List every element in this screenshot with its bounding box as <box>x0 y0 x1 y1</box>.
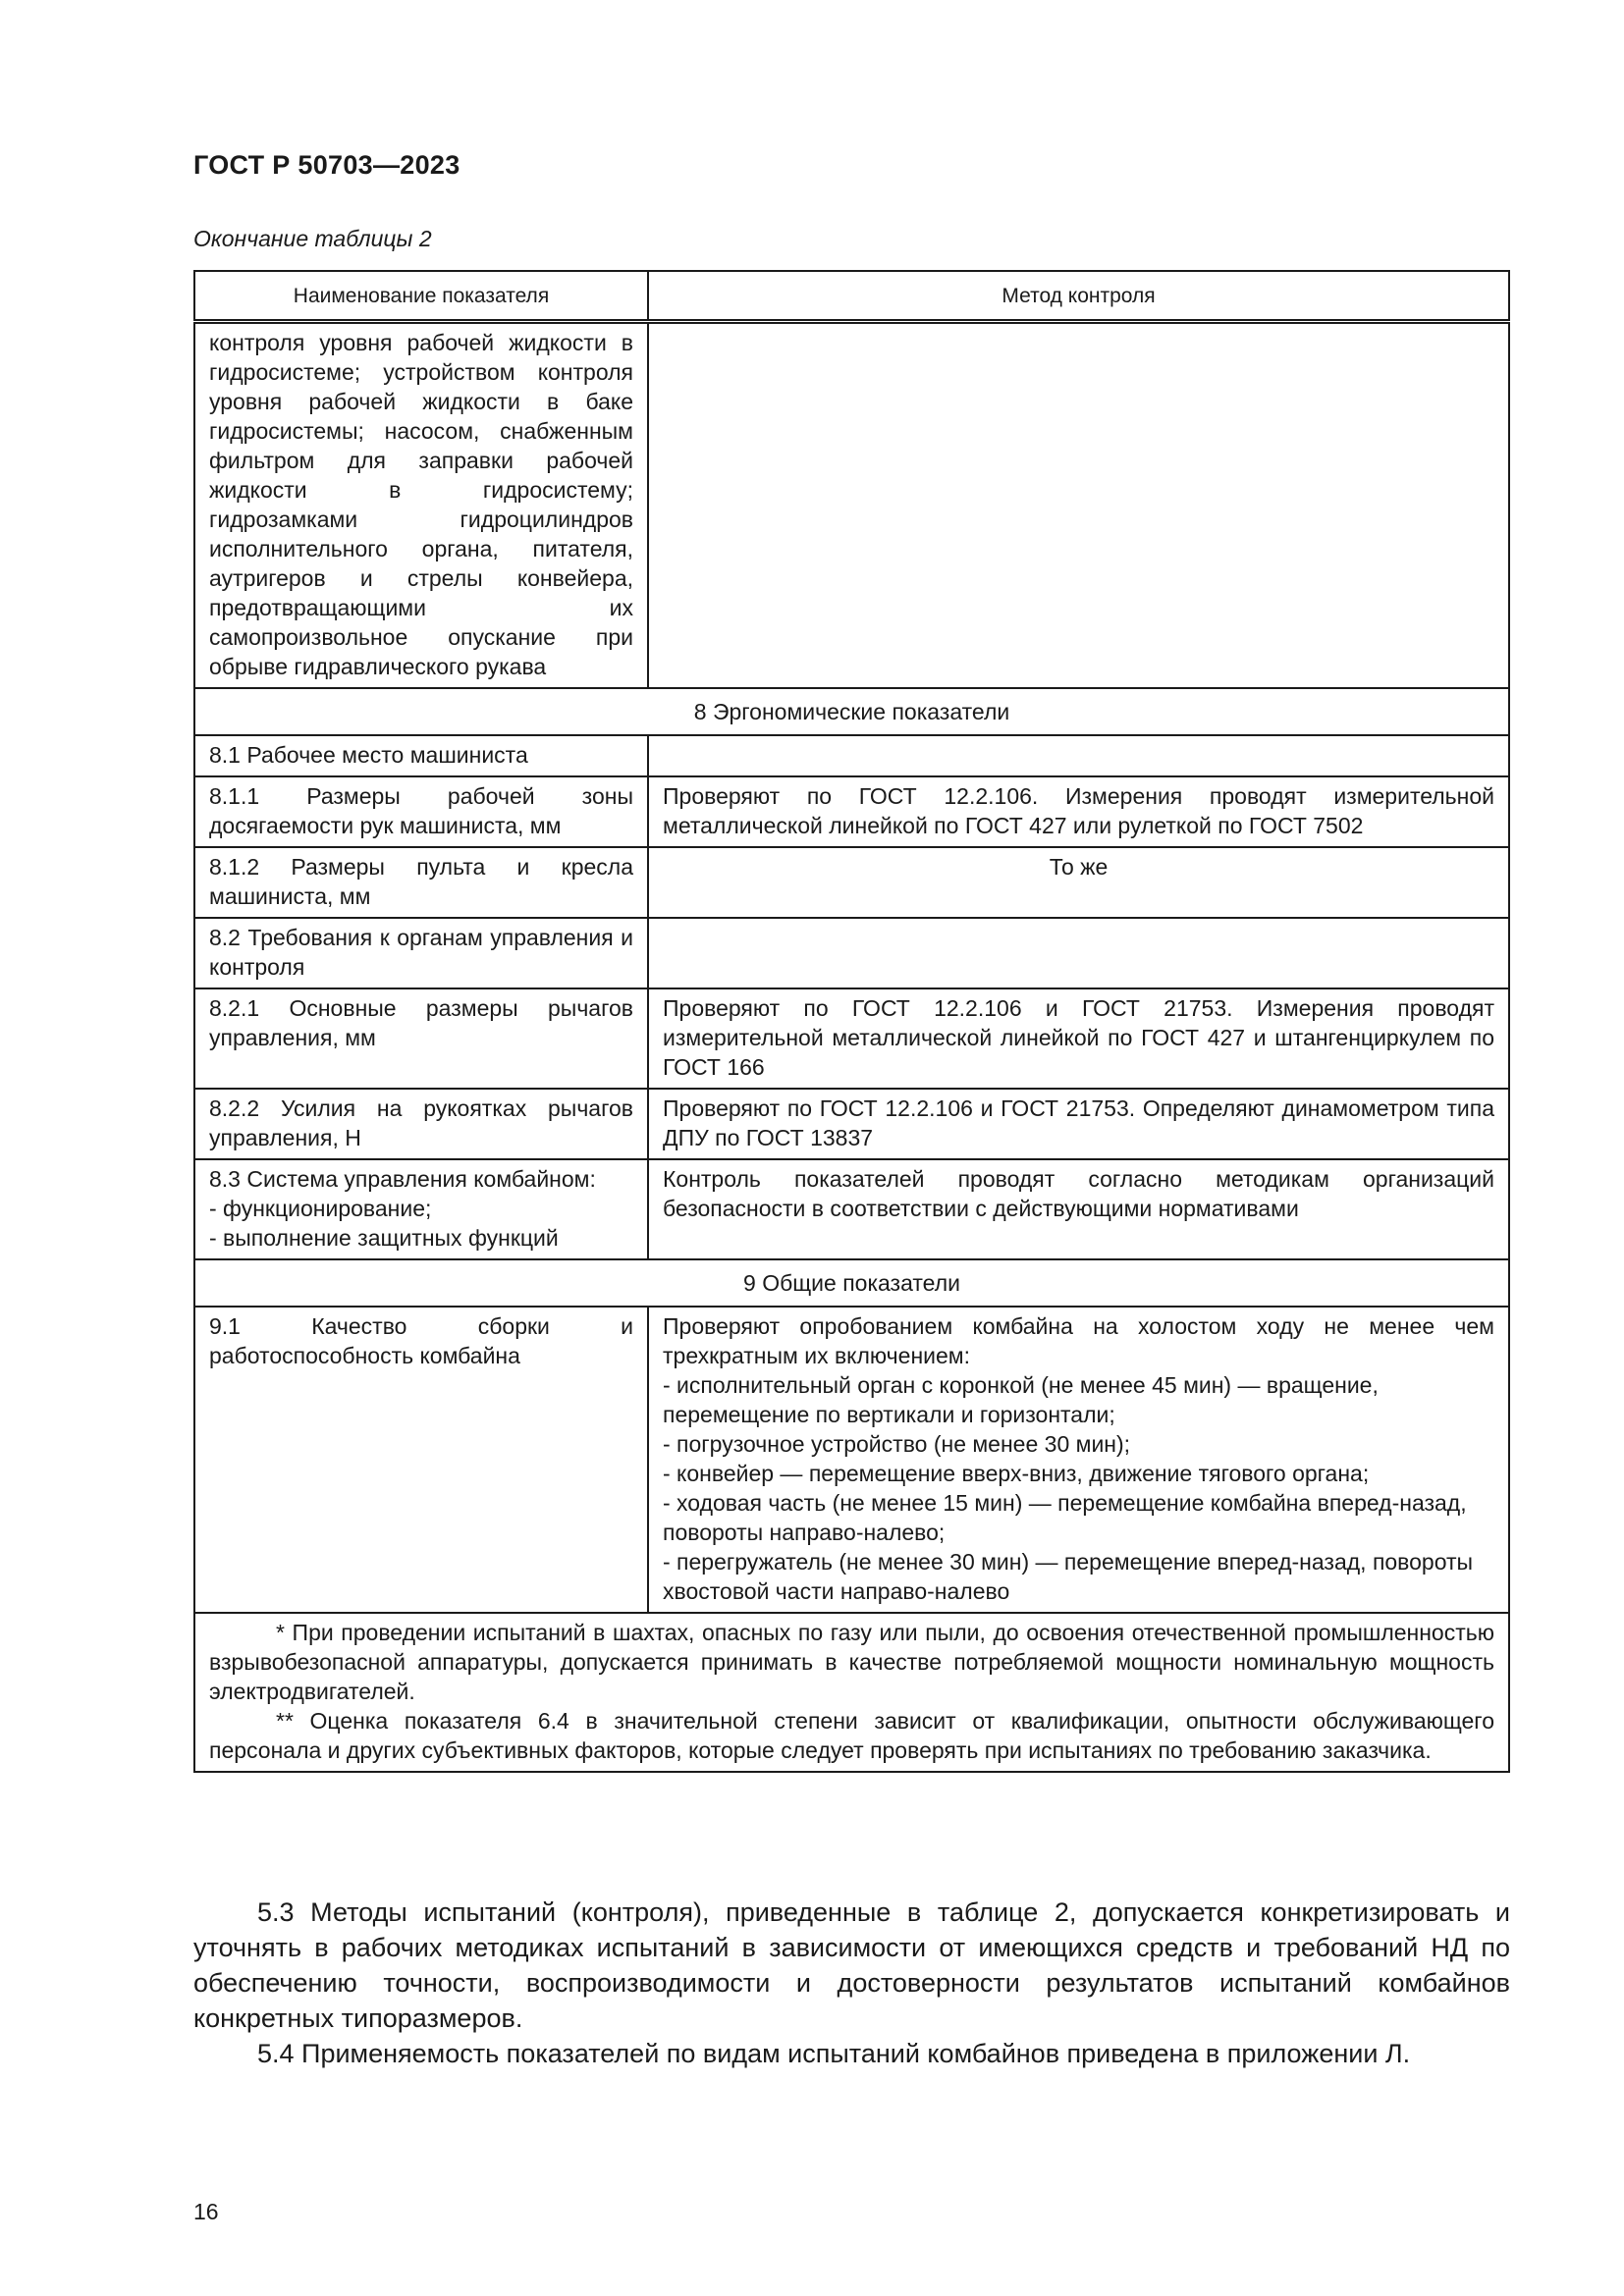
table-row <box>194 918 1509 988</box>
section-row <box>194 688 1509 735</box>
column-header-method: Метод контроля <box>648 271 1509 322</box>
indicator-name: 8.2.2 Усилия на рукоятках рычагов управления, Н <box>194 1089 648 1159</box>
section-title-9: 9 Общие показатели <box>194 1259 1509 1307</box>
indicator-line: - выполнение защитных функций <box>209 1225 559 1251</box>
indicator-name <box>194 1159 648 1259</box>
section-row <box>194 1259 1509 1307</box>
table-row <box>194 776 1509 847</box>
control-method: Проверяют по ГОСТ 12.2.106 и ГОСТ 21753. Измерения проводят измерительной металлической линейкой по ГОСТ 427 и штангенциркулем по ГОСТ 166 <box>648 988 1509 1089</box>
table-row <box>194 322 1509 689</box>
table-row <box>194 1307 1509 1613</box>
body-text <box>193 1895 1510 2071</box>
document-header: ГОСТ Р 50703—2023 <box>193 150 460 180</box>
control-method <box>648 1307 1509 1613</box>
table-row <box>194 847 1509 918</box>
table-row <box>194 1089 1509 1159</box>
indicators-table <box>193 270 1510 1773</box>
control-method <box>648 918 1509 988</box>
indicator-name: 8.1 Рабочее место машиниста <box>194 735 648 776</box>
table-caption: Окончание таблицы 2 <box>193 226 432 251</box>
method-line: - ходовая часть (не менее 15 мин) — перемещение комбайна вперед-назад, повороты направо-налево; <box>663 1490 1467 1545</box>
table-footnote: * При проведении испытаний в шахтах, опасных по газу или пыли, до освоения отечественной промышленностью взрывобезопасной аппаратуры, допускается принимать в качестве потребляемой мощности номинальную мощность электродвигателей. <box>209 1620 1494 1704</box>
table-row <box>194 988 1509 1089</box>
method-line: - конвейер — перемещение вверх-вниз, движение тягового органа; <box>663 1461 1370 1486</box>
indicator-name: 8.1.1 Размеры рабочей зоны досягаемости рук машиниста, мм <box>194 776 648 847</box>
control-method: Проверяют по ГОСТ 12.2.106. Измерения проводят измерительной металлической линейкой по ГОСТ 427 или рулеткой по ГОСТ 7502 <box>648 776 1509 847</box>
control-method <box>648 322 1509 689</box>
paragraph-5-3: 5.3 Методы испытаний (контроля), приведенные в таблице 2, допускается конкретизировать и уточнять в рабочих методиках испытаний в зависимости от имеющихся средств и требований НД по обеспечению точности, воспроизводимости и достоверности результатов испытаний комбайнов конкретных типоразмеров. <box>193 1897 1510 2033</box>
section-title-8: 8 Эргономические показатели <box>194 688 1509 735</box>
indicator-name: контроля уровня рабочей жидкости в гидросистеме; устройством контроля уровня рабочей жидкости в баке гидросистемы; насосом, снабженным фильтром для заправки рабочей жидкости в гидросистему; гидрозамками гидроцилиндров исполнительного органа, питателя, аутригеров и стрелы конвейера, предотвращающими их самопроизвольное опускание при обрыве гидравлического рукава <box>194 322 648 689</box>
column-header-indicator: Наименование показателя <box>194 271 648 322</box>
indicator-name: 8.1.2 Размеры пульта и кресла машиниста, мм <box>194 847 648 918</box>
table-row <box>194 735 1509 776</box>
control-method: Проверяют по ГОСТ 12.2.106 и ГОСТ 21753. Определяют динамометром типа ДПУ по ГОСТ 13837 <box>648 1089 1509 1159</box>
table-row <box>194 1159 1509 1259</box>
control-method: Контроль показателей проводят согласно методикам организаций безопасности в соответствии с действующими нормативами <box>648 1159 1509 1259</box>
indicator-line: - функционирование; <box>209 1196 432 1221</box>
method-line: Проверяют опробованием комбайна на холостом ходу не менее чем трехкратным их включением: <box>663 1313 1494 1368</box>
table-header-row <box>194 271 1509 322</box>
indicator-name: 8.2 Требования к органам управления и контроля <box>194 918 648 988</box>
table-notes <box>194 1613 1509 1772</box>
method-line: - погрузочное устройство (не менее 30 мин); <box>663 1431 1131 1457</box>
page-number: 16 <box>193 2199 219 2224</box>
control-method <box>648 735 1509 776</box>
indicator-line: 8.3 Система управления комбайном: <box>209 1166 596 1192</box>
method-line: - исполнительный орган с коронкой (не менее 45 мин) — вращение, перемещение по вертикали и горизонтали; <box>663 1372 1379 1427</box>
indicator-name: 9.1 Качество сборки и работоспособность комбайна <box>194 1307 648 1613</box>
table-footnote: ** Оценка показателя 6.4 в значительной степени зависит от квалификации, опытности обслуживающего персонала и других субъективных факторов, которые следует проверять при испытаниях по требованию заказчика. <box>209 1708 1494 1763</box>
method-line: - перегружатель (не менее 30 мин) — перемещение вперед-назад, повороты хвостовой части направо-налево <box>663 1549 1474 1604</box>
indicator-name: 8.2.1 Основные размеры рычагов управления, мм <box>194 988 648 1089</box>
paragraph-5-4: 5.4 Применяемость показателей по видам испытаний комбайнов приведена в приложении Л. <box>257 2039 1411 2068</box>
table-notes-row <box>194 1613 1509 1772</box>
control-method: То же <box>648 847 1509 918</box>
